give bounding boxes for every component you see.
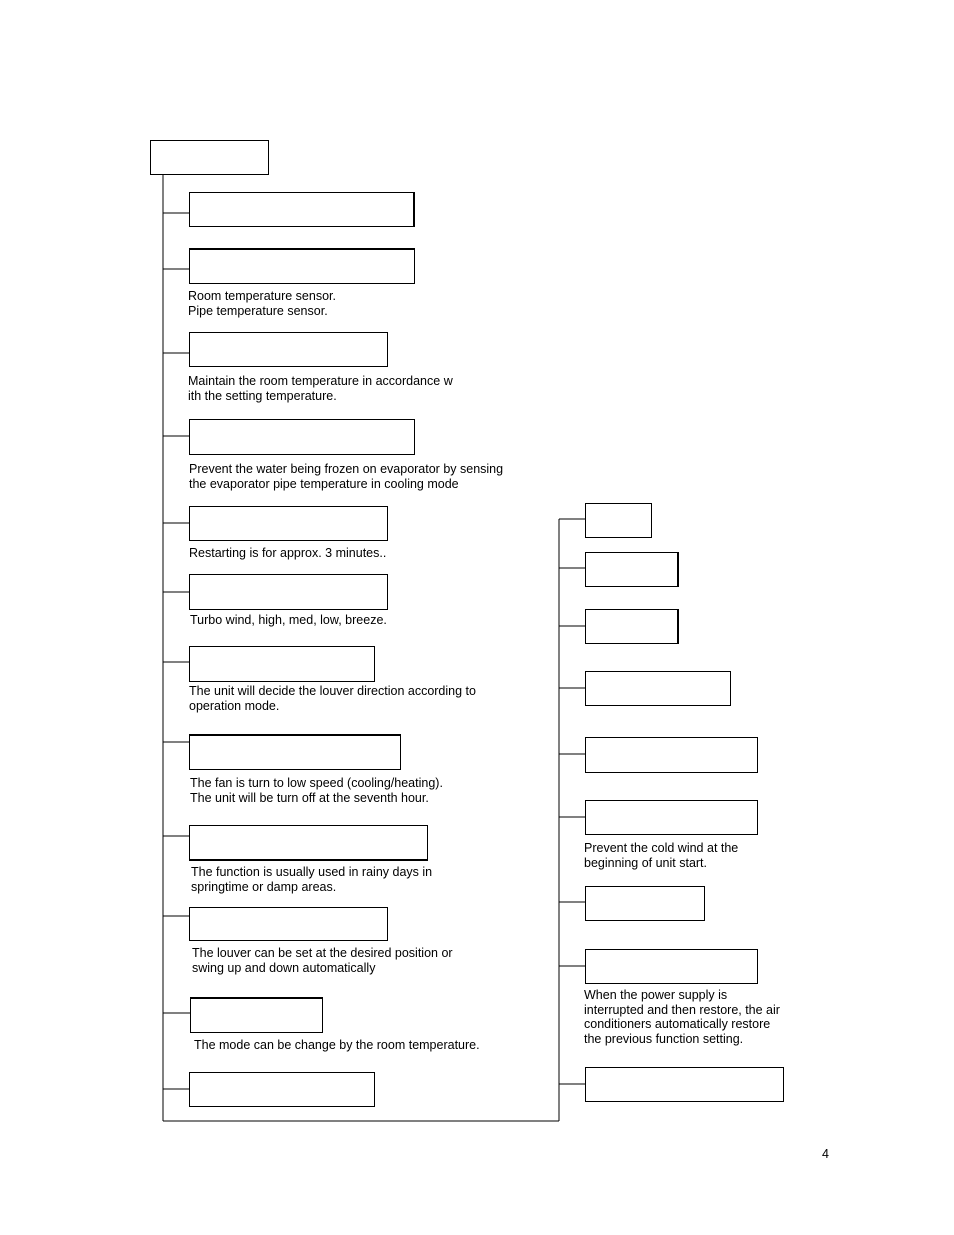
auto-louver-description: The unit will decide the louver direction according to operation mode. [189, 684, 476, 713]
page-number: 4 [822, 1147, 829, 1161]
left-box-5 [189, 506, 388, 541]
sleep-description: The fan is turn to low speed (cooling/heating). The unit will be turn off at the seventh hour. [190, 776, 443, 805]
right-box-1 [585, 503, 652, 538]
left-box-6 [189, 574, 388, 610]
left-box-4 [189, 419, 415, 455]
anti-cold-wind-description: Prevent the cold wind at the beginning of unit start. [584, 841, 739, 870]
right-box-7 [585, 886, 705, 921]
swing-description: The louver can be set at the desired position or swing up and down automatically [192, 946, 453, 975]
right-box-4 [585, 671, 731, 706]
dry-description: The function is usually used in rainy days in springtime or damp areas. [191, 865, 433, 894]
right-box-5 [585, 737, 758, 773]
left-box-9 [189, 825, 428, 861]
right-box-6 [585, 800, 758, 835]
right-box-3 [585, 609, 679, 644]
left-box-12 [189, 1072, 375, 1107]
temperature-control-description: Maintain the room temperature in accordance w ith the setting temperature. [188, 374, 453, 403]
anti-freeze-description: Prevent the water being frozen on evaporator by sensing the evaporator pipe temperature in cooling mode [189, 462, 504, 491]
auto-mode-description: The mode can be change by the room temperature. [194, 1038, 480, 1052]
right-box-9 [585, 1067, 784, 1102]
root-box [150, 140, 269, 175]
left-box-1 [189, 192, 415, 227]
restart-description: Restarting is for approx. 3 minutes.. [189, 546, 387, 560]
right-box-2 [585, 552, 679, 587]
left-box-10 [189, 907, 388, 941]
left-box-8 [189, 734, 401, 770]
left-box-11 [190, 997, 323, 1033]
fan-speed-description: Turbo wind, high, med, low, breeze. [190, 613, 387, 627]
left-box-7 [189, 646, 375, 682]
sensor-description: Room temperature sensor. Pipe temperature sensor. [188, 289, 336, 318]
left-box-3 [189, 332, 388, 367]
auto-restart-description: When the power supply is interrupted and then restore, the air conditioners automatically restore the previous function setting. [584, 988, 780, 1046]
right-box-8 [585, 949, 758, 984]
left-box-2 [189, 248, 415, 284]
